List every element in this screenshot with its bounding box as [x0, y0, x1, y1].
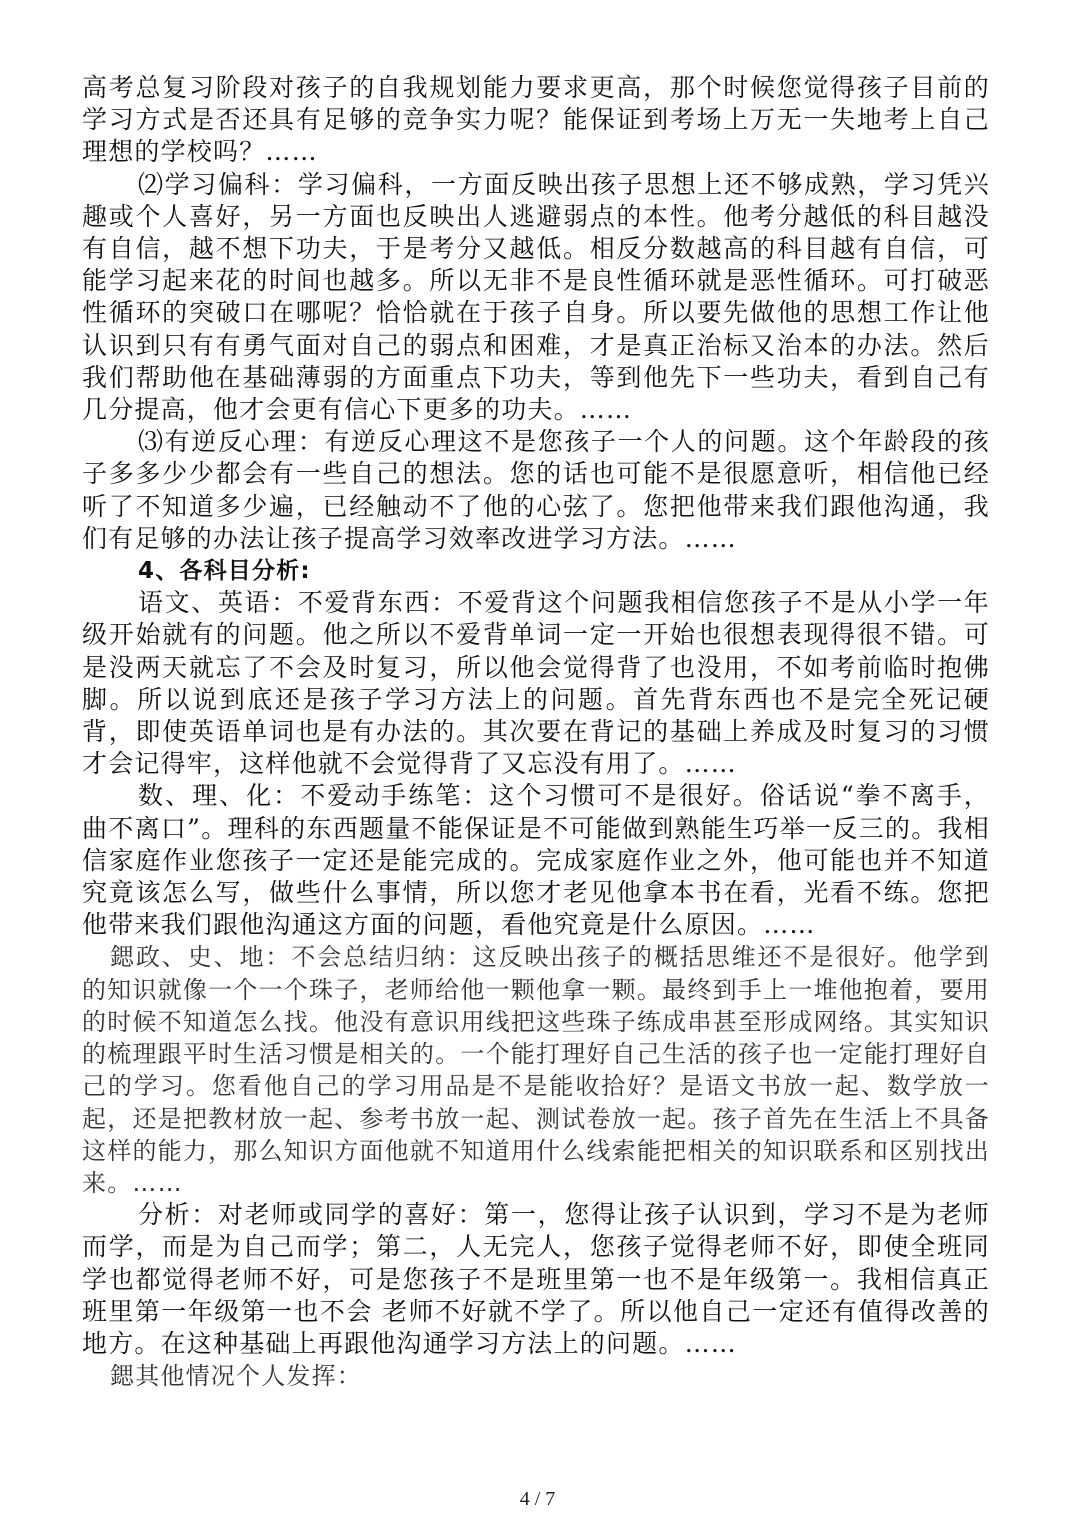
- paragraph-subject-bias: ⑵学习偏科：学习偏科，一方面反映出孩子思想上还不够成熟，学习凭兴趣或个人喜好，另一方面也反映出人逃避弱点的本性。他考分越低的科目越没有自信，越不想下功夫，于是考分又越低。相反分数越高的科目越有自信，可能学习起来花的时间也越多。所以无非不是良性循环就是恶性循环。可打破恶性循环的突破口在哪呢？恰恰就在于孩子自身。所以要先做他的思想工作让他认识到只有有勇气面对自己的弱点和困难，才是真正治标又治本的办法。然后我们帮助他在基础薄弱的方面重点下功夫，等到他先下一些功夫，看到自己有几分提高，他才会更有信心下更多的功夫。……: [82, 169, 990, 425]
- paragraph-teacher-preference: 分析：对老师或同学的喜好：第一，您得让孩子认识到，学习不是为老师而学，而是为自己而学；第二，人无完人，您孩子觉得老师不好，即使全班同学也都觉得老师不好，可是您孩子不是班里第一也不是年级第一。我相信真正班里第一年级第一也不会 老师不好就不学了。所以他自己一定还有值得改善的地方。在这种基础上再跟他沟通学习方法上的问题。……: [82, 1200, 990, 1358]
- page-number: 4 / 7: [519, 1488, 556, 1510]
- paragraph-rebellious-psychology: ⑶有逆反心理：有逆反心理这不是您孩子一个人的问题。这个年龄段的孩子多多少少都会有一些自己的想法。您的话也可能不是很愿意听，相信他已经听了不知道多少遍，已经触动不了他的心弦了。您把他带来我们跟他沟通，我们有足够的办法让孩子提高学习效率改进学习方法。……: [82, 427, 990, 553]
- paragraph-continuation: 高考总复习阶段对孩子的自我规划能力要求更高，那个时候您觉得孩子目前的学习方式是否还具有足够的竞争实力呢？能保证到考场上万无一失地考上自己理想的学校吗？……: [82, 73, 990, 167]
- paragraph-math-physics-chemistry: 数、理、化：不爱动手练笔：这个习惯可不是很好。俗话说“拳不离手，曲不离口”。理科的东西题量不能保证是不可能做到熟能生巧举一反三的。我相信家庭作业您孩子一定还是能完成的。完成家庭作业之外，他可能也并不知道究竟该怎么写，做些什么事情，所以您才老见他拿本书在看，光看不练。您把他带来我们跟他沟通这方面的问题，看他究竟是什么原因。……: [82, 781, 990, 940]
- paragraph-politics-history-geography: 鍶政、史、地：不会总结归纳：这反映出孩子的概括思维还不是很好。他学到的知识就像一个一个珠子，老师给他一颗他拿一颗。最终到手上一堆他抱着，要用的时候不知道怎么找。他没有意识用线把这些珠子练成串甚至形成网络。其实知识的梳理跟平时生活习惯是相关的。一个能打理好自己生活的孩子也一定能打理好自己的学习。您看他自己的学习用品是不是能收拾好？是语文书放一起、数学放一起，还是把教材放一起、参考书放一起、测试卷放一起。孩子首先在生活上不具备这样的能力，那么知识方面他就不知道用什么线索能把相关的知识联系和区别找出来。……: [82, 943, 990, 1197]
- paragraph-chinese-english: 语文、英语：不爱背东西：不爱背这个问题我相信您孩子不是从小学一年级开始就有的问题。他之所以不爱背单词一定一开始也很想表现得很不错。可是没两天就忘了不会及时复习，所以他会觉得背了也没用，不如考前临时抱佛脚。所以说到底还是孩子学习方法上的问题。首先背东西也不是完全死记硬背，即使英语单词也是有办法的。其次要在背记的基础上养成及时复习的习惯才会记得牢，这样他就不会觉得背了又忘没有用了。……: [82, 588, 990, 779]
- section-heading-subject-analysis: 4、各科目分析:: [138, 558, 311, 585]
- document-body: [82, 72, 990, 1392]
- paragraph-other-situations: 鍶其他情况个人发挥：: [110, 1362, 362, 1391]
